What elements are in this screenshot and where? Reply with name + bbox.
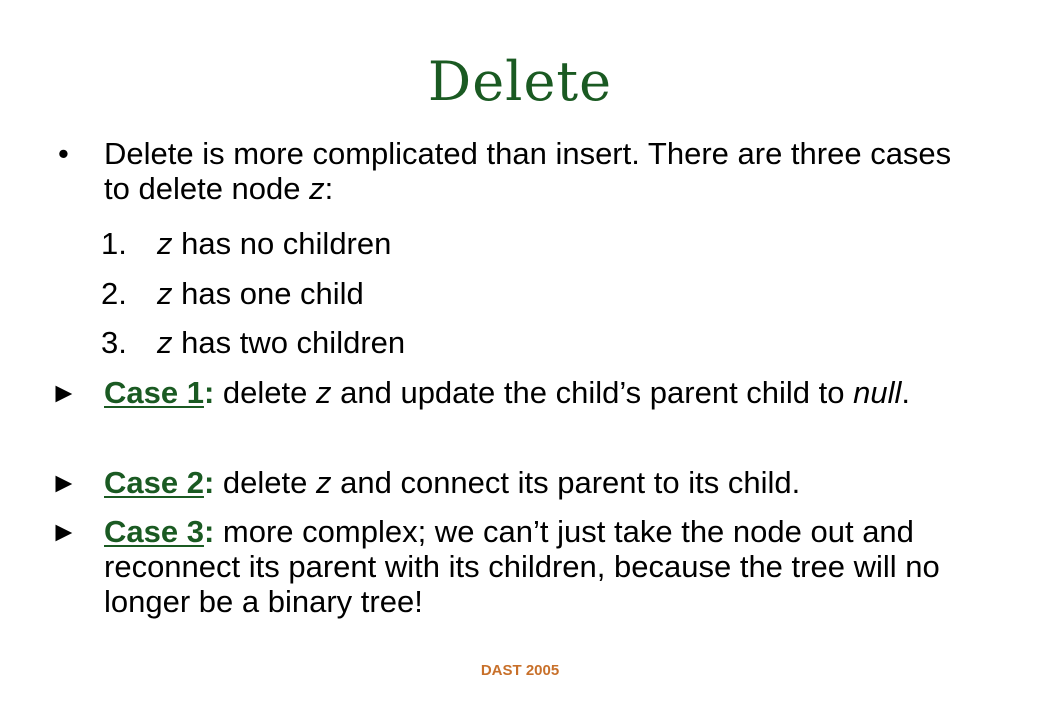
case-var: z <box>316 465 332 500</box>
item-text: has no children <box>172 226 392 261</box>
case-post: and update the child’s parent child to <box>331 375 854 410</box>
item-number: 2. <box>101 276 127 311</box>
case-colon: : <box>203 375 215 410</box>
case-var: z <box>316 375 332 410</box>
arrow-bullet-icon: ► <box>50 467 78 498</box>
case-post: and connect its parent to its child. <box>331 465 801 500</box>
intro-text-colon: : <box>324 171 334 206</box>
item-var: z <box>157 226 173 261</box>
footer-label: DAST 2005 <box>480 662 560 679</box>
intro-text <box>104 136 984 206</box>
bullet-dot-icon: • <box>58 136 69 171</box>
case-pre: delete <box>214 465 316 500</box>
numbered-item-2 <box>101 276 364 311</box>
numbered-item-3 <box>101 325 405 360</box>
slide-title: Delete <box>427 50 613 113</box>
item-var: z <box>157 276 173 311</box>
case-pre: delete <box>214 375 316 410</box>
item-text: has two children <box>172 325 406 360</box>
case-end: . <box>901 375 911 410</box>
case-italic-end: null <box>853 375 902 410</box>
case-pre: more complex; we can’t just take the node out and reconnect its parent with its children, because the tree will no longer be a binary tree! <box>104 514 940 619</box>
case-text <box>104 514 1004 619</box>
item-number: 1. <box>101 226 127 261</box>
numbered-item-1 <box>101 226 391 261</box>
arrow-bullet-icon: ► <box>50 516 78 547</box>
item-var: z <box>157 325 173 360</box>
case-colon: : <box>203 514 215 549</box>
item-text: has one child <box>172 276 364 311</box>
item-number: 3. <box>101 325 127 360</box>
case-colon: : <box>203 465 215 500</box>
intro-var-z: z <box>309 171 325 206</box>
case-text <box>104 375 1004 410</box>
case-text <box>104 465 1004 500</box>
case-label: Case 3 <box>104 514 204 549</box>
arrow-bullet-icon: ► <box>50 377 78 408</box>
case-label: Case 1 <box>104 375 204 410</box>
case-label: Case 2 <box>104 465 204 500</box>
intro-text-main: Delete is more complicated than insert. There are three cases to delete node <box>104 136 952 206</box>
